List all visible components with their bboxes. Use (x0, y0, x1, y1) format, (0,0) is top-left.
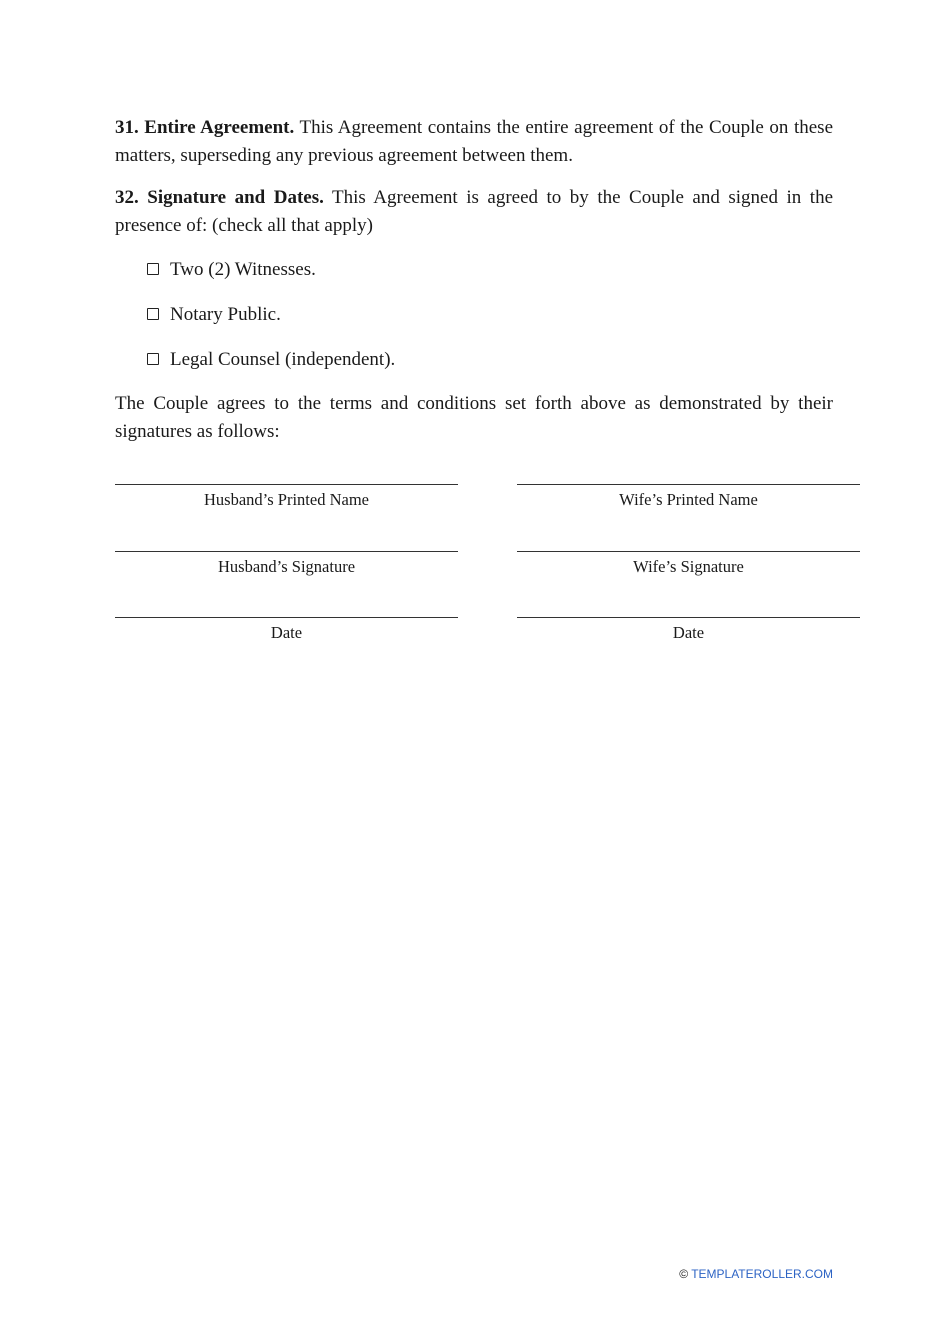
closing-paragraph: The Couple agrees to the terms and conditions set forth above as demonstrated by their signatures as follows: (115, 393, 833, 442)
checkbox-icon[interactable] (147, 263, 159, 275)
section-32 (115, 184, 833, 240)
wife-date-field[interactable] (517, 617, 860, 643)
footer (679, 1267, 833, 1281)
checkbox-label: Two (2) Witnesses. (170, 259, 316, 280)
checkbox-label: Notary Public. (170, 304, 281, 325)
copyright-icon: © (679, 1267, 689, 1281)
signature-line (115, 551, 458, 552)
husband-printed-name-field[interactable] (115, 484, 458, 510)
checkbox-notary[interactable] (147, 303, 281, 327)
husband-date-field[interactable] (115, 617, 458, 643)
signature-line (115, 484, 458, 485)
section-32-heading: 32. Signature and Dates. (115, 187, 324, 208)
husband-signature-field[interactable] (115, 551, 458, 577)
section-32-body: This Agreement is agreed to by the Couple and signed in the presence of: (check all that apply) (115, 187, 833, 236)
wife-signature-label: Wife’s Signature (633, 557, 744, 576)
checkbox-label: Legal Counsel (independent). (170, 349, 396, 370)
section-31-body: This Agreement contains the entire agreement of the Couple on these matters, superseding any previous agreement between them. (115, 117, 834, 166)
signature-line (517, 551, 860, 552)
husband-signature-label: Husband’s Signature (217, 557, 356, 576)
wife-printed-name-label: Wife’s Printed Name (619, 490, 758, 509)
checkbox-icon[interactable] (147, 353, 159, 365)
section-31 (115, 114, 833, 170)
wife-printed-name-field[interactable] (517, 484, 860, 510)
signature-line (517, 484, 860, 485)
signature-line (115, 617, 458, 618)
checkbox-witnesses[interactable] (147, 258, 316, 282)
footer-brand-link[interactable]: TEMPLATEROLLER.COM (691, 1267, 833, 1281)
signature-line (517, 617, 860, 618)
husband-printed-name-label: Husband’s Printed Name (204, 490, 369, 509)
checkbox-icon[interactable] (147, 308, 159, 320)
wife-date-label: Date (672, 623, 705, 642)
wife-signature-field[interactable] (517, 551, 860, 577)
checkbox-legal-counsel[interactable] (147, 348, 395, 372)
husband-date-label: Date (270, 623, 303, 642)
section-31-heading: 31. Entire Agreement. (115, 117, 295, 138)
